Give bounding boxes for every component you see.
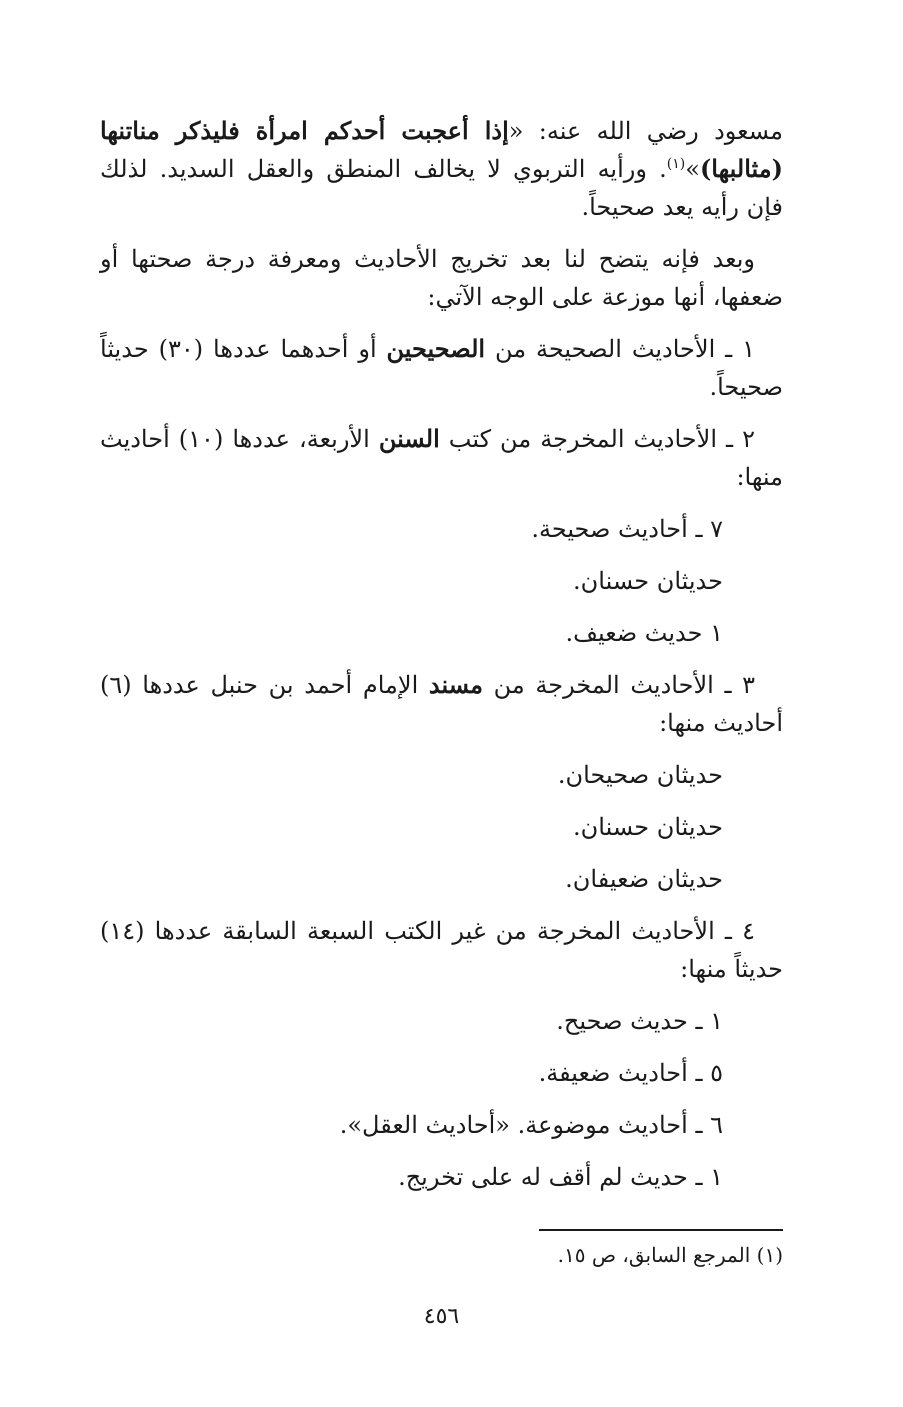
item-2 <box>100 420 783 496</box>
item4-sub-3: ٦ ـ أحاديث موضوعة. «أحاديث العقل». <box>339 1111 723 1139</box>
item2-post: الأربعة، عددها (١٠) أحاديث منها: <box>100 425 783 491</box>
item1-post: أو أحدهما عددها (٣٠) حديثاً صحيحاً. <box>100 335 783 401</box>
book-page <box>100 112 783 1392</box>
item3-bold: مسند <box>428 670 483 699</box>
item2-sub-1: ٧ ـ أحاديث صحيحة. <box>531 515 723 543</box>
item3-sub-2: حديثان حسنان. <box>573 813 723 841</box>
item2-sub-2: حديثان حسنان. <box>573 567 723 595</box>
item1-pre: ١ ـ الأحاديث الصحيحة من <box>485 335 755 363</box>
footnote: (١) المرجع السابق، ص ١٥. <box>557 1243 783 1267</box>
para1-quote-bold: إذا أعجبت أحدكم امرأة فليذكر مناتنها (مثالبها) <box>100 116 783 183</box>
item2-bold: السنن <box>378 424 440 453</box>
item4-sub-1: ١ ـ حديث صحيح. <box>556 1007 723 1035</box>
item2-sub-3: ١ حديث ضعيف. <box>565 619 723 647</box>
item-4: ٤ ـ الأحاديث المخرجة من غير الكتب السبعة السابقة عددها (١٤) حديثاً منها: <box>100 917 783 983</box>
footnote-ref[interactable]: (١) <box>666 156 686 172</box>
item3-pre: ٣ ـ الأحاديث المخرجة من <box>483 671 756 699</box>
item3-post: الإمام أحمد بن حنبل عددها (٦) أحاديث منها: <box>100 671 783 737</box>
item3-sub-3: حديثان ضعيفان. <box>565 865 723 893</box>
item4-sub-2: ٥ ـ أحاديث ضعيفة. <box>538 1059 723 1087</box>
para1-pre: مسعود رضي الله عنه: « <box>508 117 783 145</box>
item1-bold: الصحيحين <box>386 334 486 363</box>
footnote-divider <box>539 1229 783 1231</box>
paragraph-2: وبعد فإنه يتضح لنا بعد تخريج الأحاديث ومعرفة درجة صحتها أو ضعفها، أنها موزعة على الوجه الآتي: <box>100 245 783 311</box>
item2-pre: ٢ ـ الأحاديث المخرجة من كتب <box>439 425 755 453</box>
para1-post: . ورأيه التربوي لا يخالف المنطق والعقل السديد. لذلك فإن رأيه يعد صحيحاً. <box>100 155 783 221</box>
item4-sub-4: ١ ـ حديث لم أقف له على تخريج. <box>398 1163 723 1191</box>
item-1 <box>100 330 783 406</box>
page-number: ٤٥٦ <box>423 1304 460 1329</box>
paragraph-1 <box>100 112 783 226</box>
item3-sub-1: حديثان صحيحان. <box>557 761 723 789</box>
para1-close: » <box>685 155 700 183</box>
item-3 <box>100 666 783 742</box>
